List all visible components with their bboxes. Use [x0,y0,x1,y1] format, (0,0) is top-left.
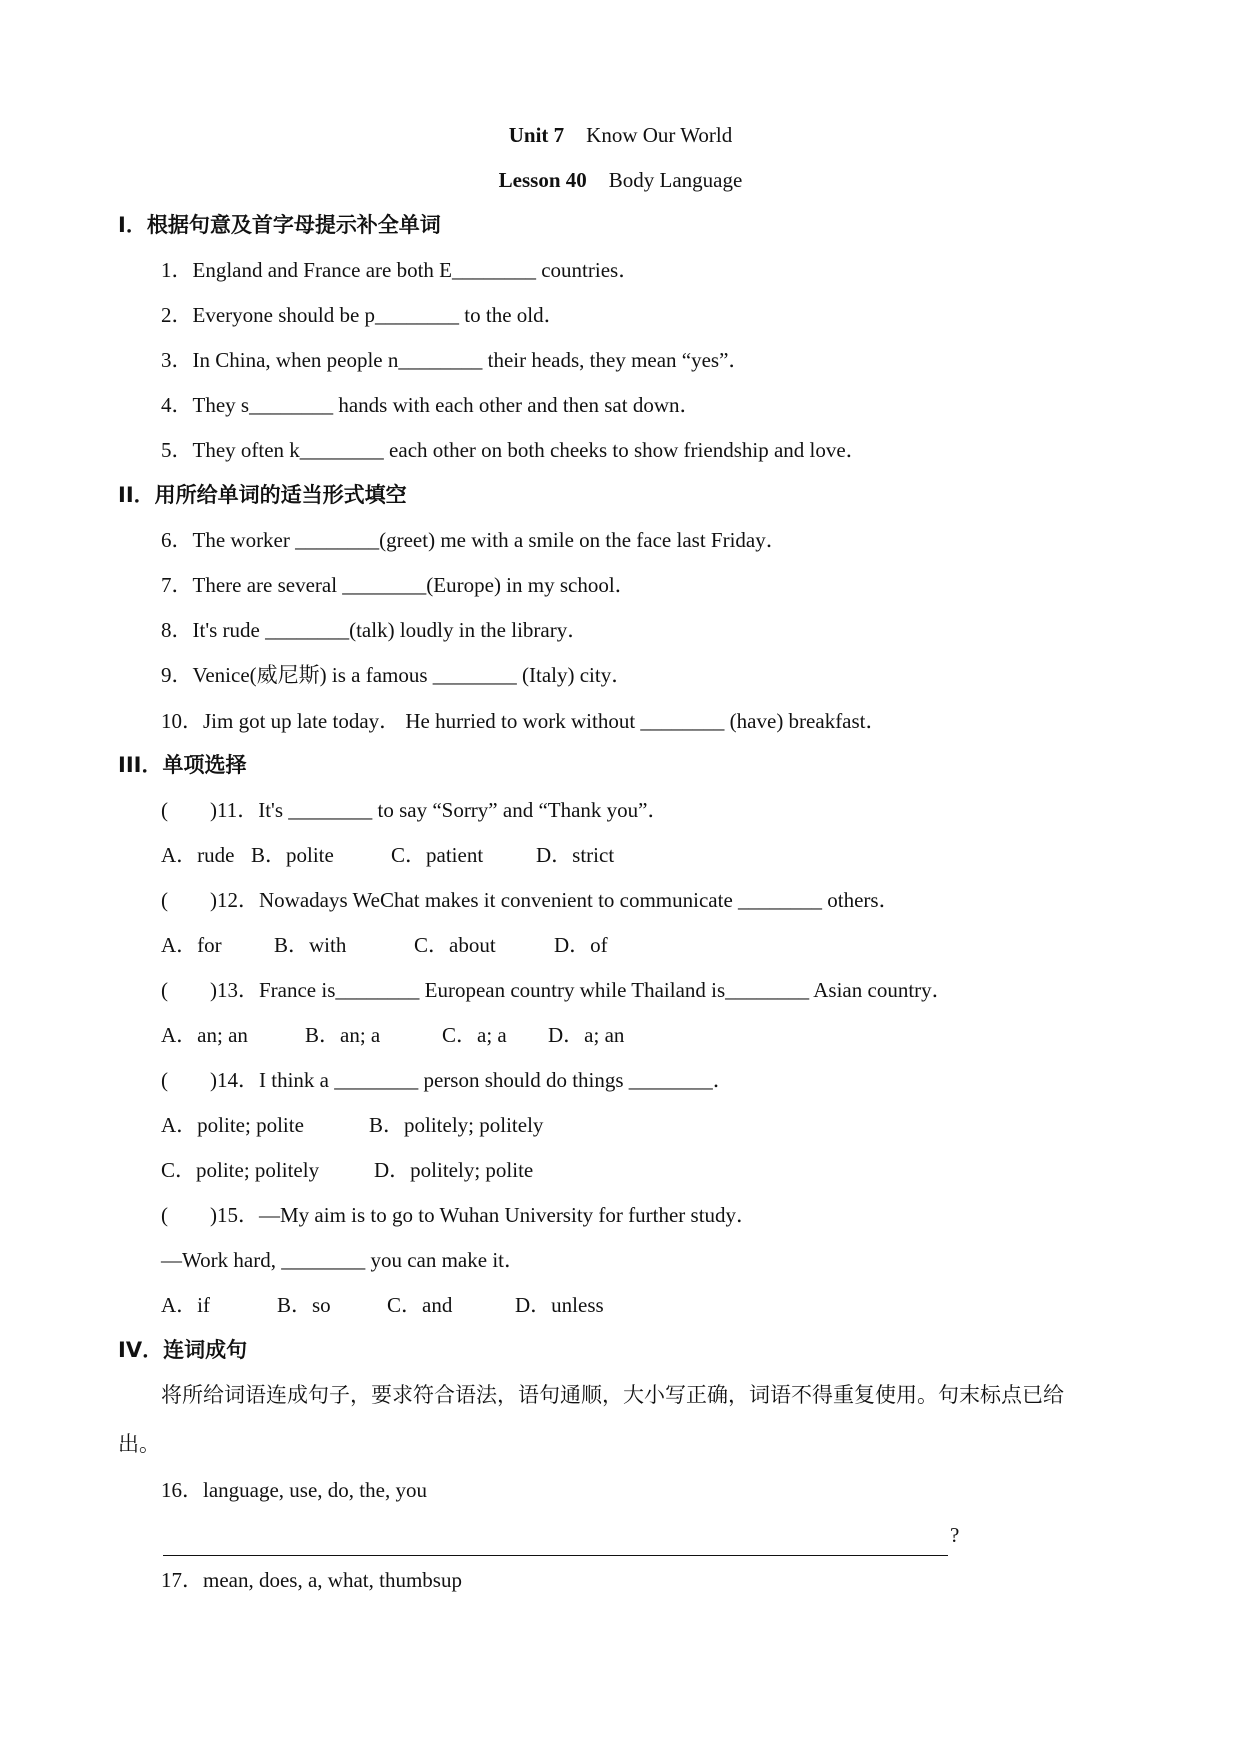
question-13-options [161,1021,624,1049]
option-b: B．an; a [305,1023,381,1047]
section-4-instruction-line-1: 将所给词语连成句子，要求符合语法，语句通顺，大小写正确，词语不得重复使用。句末标点已给 [161,1383,1064,1407]
option-d: D．of [554,933,608,957]
question-10: 10．Jim got up late today． He hurried to work without ________ (have) breakfast． [161,709,887,733]
option-c: C．polite; politely [161,1158,320,1182]
question-5: 5．They often k________ each other on both cheeks to show friendship and love． [161,438,867,462]
question-11-stem: ( )11．It's ________ to say “Sorry” and “Thank you”． [161,798,669,822]
lesson-name: Body Language [608,168,743,192]
lesson-label: Lesson 40 [498,168,587,192]
option-a: A．polite; polite [161,1113,304,1137]
option-b: B．polite [251,843,334,867]
question-15-options [161,1291,604,1319]
section-3-heading: III．单项选择 [118,753,247,777]
question-12-options [161,931,608,959]
question-14-stem: ( )14．I think a ________ person should do things ________． [161,1068,734,1092]
question-16-answer-line[interactable] [163,1555,948,1556]
question-16-words: 16．language, use, do, the, you [161,1478,427,1502]
question-1: 1．England and France are both E________ countries． [161,258,640,282]
unit-name: Know Our World [586,123,733,147]
question-6: 6．The worker ________(greet) me with a smile on the face last Friday． [161,528,787,552]
section-1-heading: I．根据句意及首字母提示补全单词 [118,213,441,237]
question-15-stem: ( )15．—My aim is to go to Wuhan University for further study． [161,1203,758,1227]
option-a: A．if [161,1293,210,1317]
option-a: A．an; an [161,1023,248,1047]
lesson-title [0,166,1241,194]
option-a: A．for [161,933,222,957]
question-11-options [161,841,614,869]
option-b: B．so [277,1293,331,1317]
question-14-options-row-2 [161,1156,533,1184]
question-3: 3．In China, when people n________ their heads, they mean “yes”． [161,348,750,372]
section-4-instruction-line-2: 出。 [118,1432,160,1456]
option-c: C．patient [391,843,484,867]
option-b: B．politely; politely [369,1113,544,1137]
option-c: C．a; a [442,1023,507,1047]
question-12-stem: ( )12．Nowadays WeChat makes it convenient to communicate ________ others． [161,888,900,912]
question-7: 7．There are several ________(Europe) in my school． [161,573,636,597]
section-2-heading: II．用所给单词的适当形式填空 [118,483,407,507]
question-9: 9．Venice(威尼斯) is a famous ________ (Italy) city． [161,663,633,687]
question-2: 2．Everyone should be p________ to the old． [161,303,565,327]
option-d: D．politely; polite [374,1158,534,1182]
question-16-end-mark: ? [950,1523,960,1547]
option-d: D．unless [515,1293,604,1317]
question-4: 4．They s________ hands with each other and then sat down． [161,393,701,417]
question-17-words: 17．mean, does, a, what, thumbsup [161,1568,462,1592]
question-14-options-row-1 [161,1111,543,1139]
question-15-reply: —Work hard, ________ you can make it． [161,1248,525,1272]
unit-label: Unit 7 [508,123,565,147]
option-c: C．about [414,933,496,957]
question-8: 8．It's rude ________(talk) loudly in the library． [161,618,589,642]
option-a: A．rude [161,843,235,867]
unit-title [0,121,1241,149]
question-13-stem: ( )13．France is________ European country while Thailand is________ Asian country． [161,978,953,1002]
section-4-heading: IV．连词成句 [118,1338,248,1362]
option-d: D．a; an [548,1023,625,1047]
option-d: D．strict [536,843,615,867]
option-c: C．and [387,1293,453,1317]
option-b: B．with [274,933,347,957]
